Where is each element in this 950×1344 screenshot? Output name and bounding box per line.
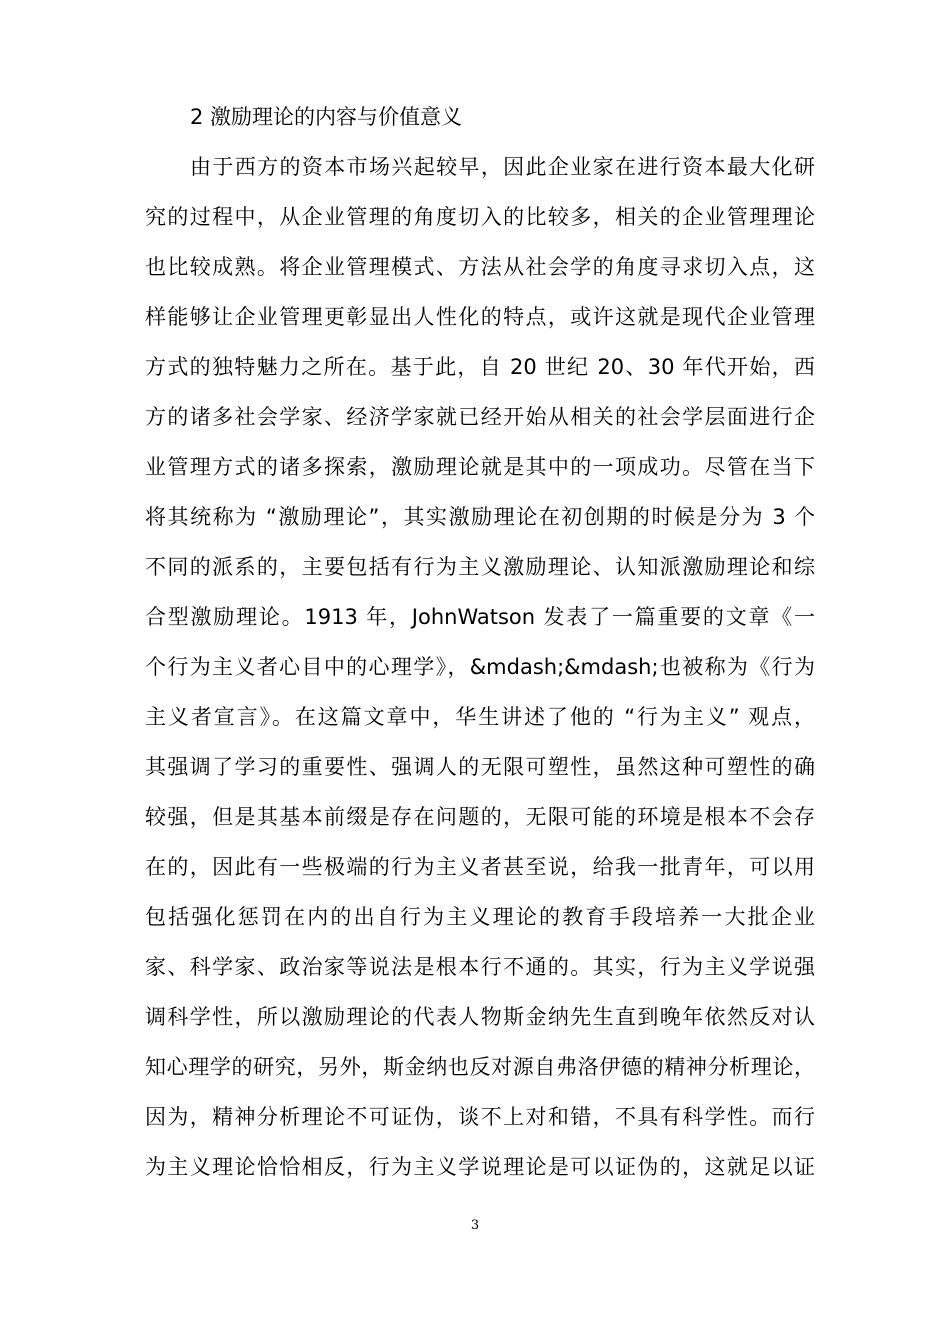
text-line: 方式的独特魅力之所在。基于此，自 20 世纪 20、30 年代开始，西 xyxy=(145,355,815,379)
text-line: 样能够让企业管理更彰显出人性化的特点，或许这就是现代企业管理 xyxy=(145,305,815,329)
text-line: 家、科学家、政治家等说法是根本行不通的。其实，行为主义学说强 xyxy=(145,955,815,979)
text-line: 知心理学的研究，另外，斯金纳也反对源自弗洛伊德的精神分析理论， xyxy=(145,1055,815,1079)
text-line: 较强，但是其基本前缀是存在问题的，无限可能的环境是根本不会存 xyxy=(145,805,815,829)
text-line: 也比较成熟。将企业管理模式、方法从社会学的角度寻求切入点，这 xyxy=(145,255,815,279)
text-line: 方的诸多社会学家、经济学家就已经开始从相关的社会学层面进行企 xyxy=(145,405,815,429)
text-line: 不同的派系的，主要包括有行为主义激励理论、认知派激励理论和综 xyxy=(145,555,815,579)
section-heading: 2 激励理论的内容与价值意义 xyxy=(190,105,463,129)
text-line: 为主义理论恰恰相反，行为主义学说理论是可以证伪的，这就足以证 xyxy=(145,1155,815,1179)
text-line: 由于西方的资本市场兴起较早，因此企业家在进行资本最大化研 xyxy=(190,155,815,179)
text-line: 包括强化惩罚在内的出自行为主义理论的教育手段培养一大批企业 xyxy=(145,905,815,929)
text-line: 主义者宣言》。在这篇文章中，华生讲述了他的 “行为主义” 观点， xyxy=(145,705,815,729)
text-line: 合型激励理论。1913 年，JohnWatson 发表了一篇重要的文章《一 xyxy=(145,605,815,629)
text-line: 其强调了学习的重要性、强调人的无限可塑性，虽然这种可塑性的确 xyxy=(145,755,815,779)
text-line: 将其统称为 “激励理论”，其实激励理论在初创期的时候是分为 3 个 xyxy=(145,505,815,529)
text-line: 在的，因此有一些极端的行为主义者甚至说，给我一批青年，可以用 xyxy=(145,855,815,879)
page-number: 3 xyxy=(470,1218,480,1233)
text-line: 调科学性，所以激励理论的代表人物斯金纳先生直到晚年依然反对认 xyxy=(145,1005,815,1029)
text-line: 个行为主义者心目中的心理学》，&mdash;&mdash;也被称为《行为 xyxy=(145,655,815,679)
text-line: 因为，精神分析理论不可证伪，谈不上对和错，不具有科学性。而行 xyxy=(145,1105,815,1129)
text-line: 究的过程中，从企业管理的角度切入的比较多，相关的企业管理理论 xyxy=(145,205,815,229)
text-line: 业管理方式的诸多探索，激励理论就是其中的一项成功。尽管在当下 xyxy=(145,455,815,479)
